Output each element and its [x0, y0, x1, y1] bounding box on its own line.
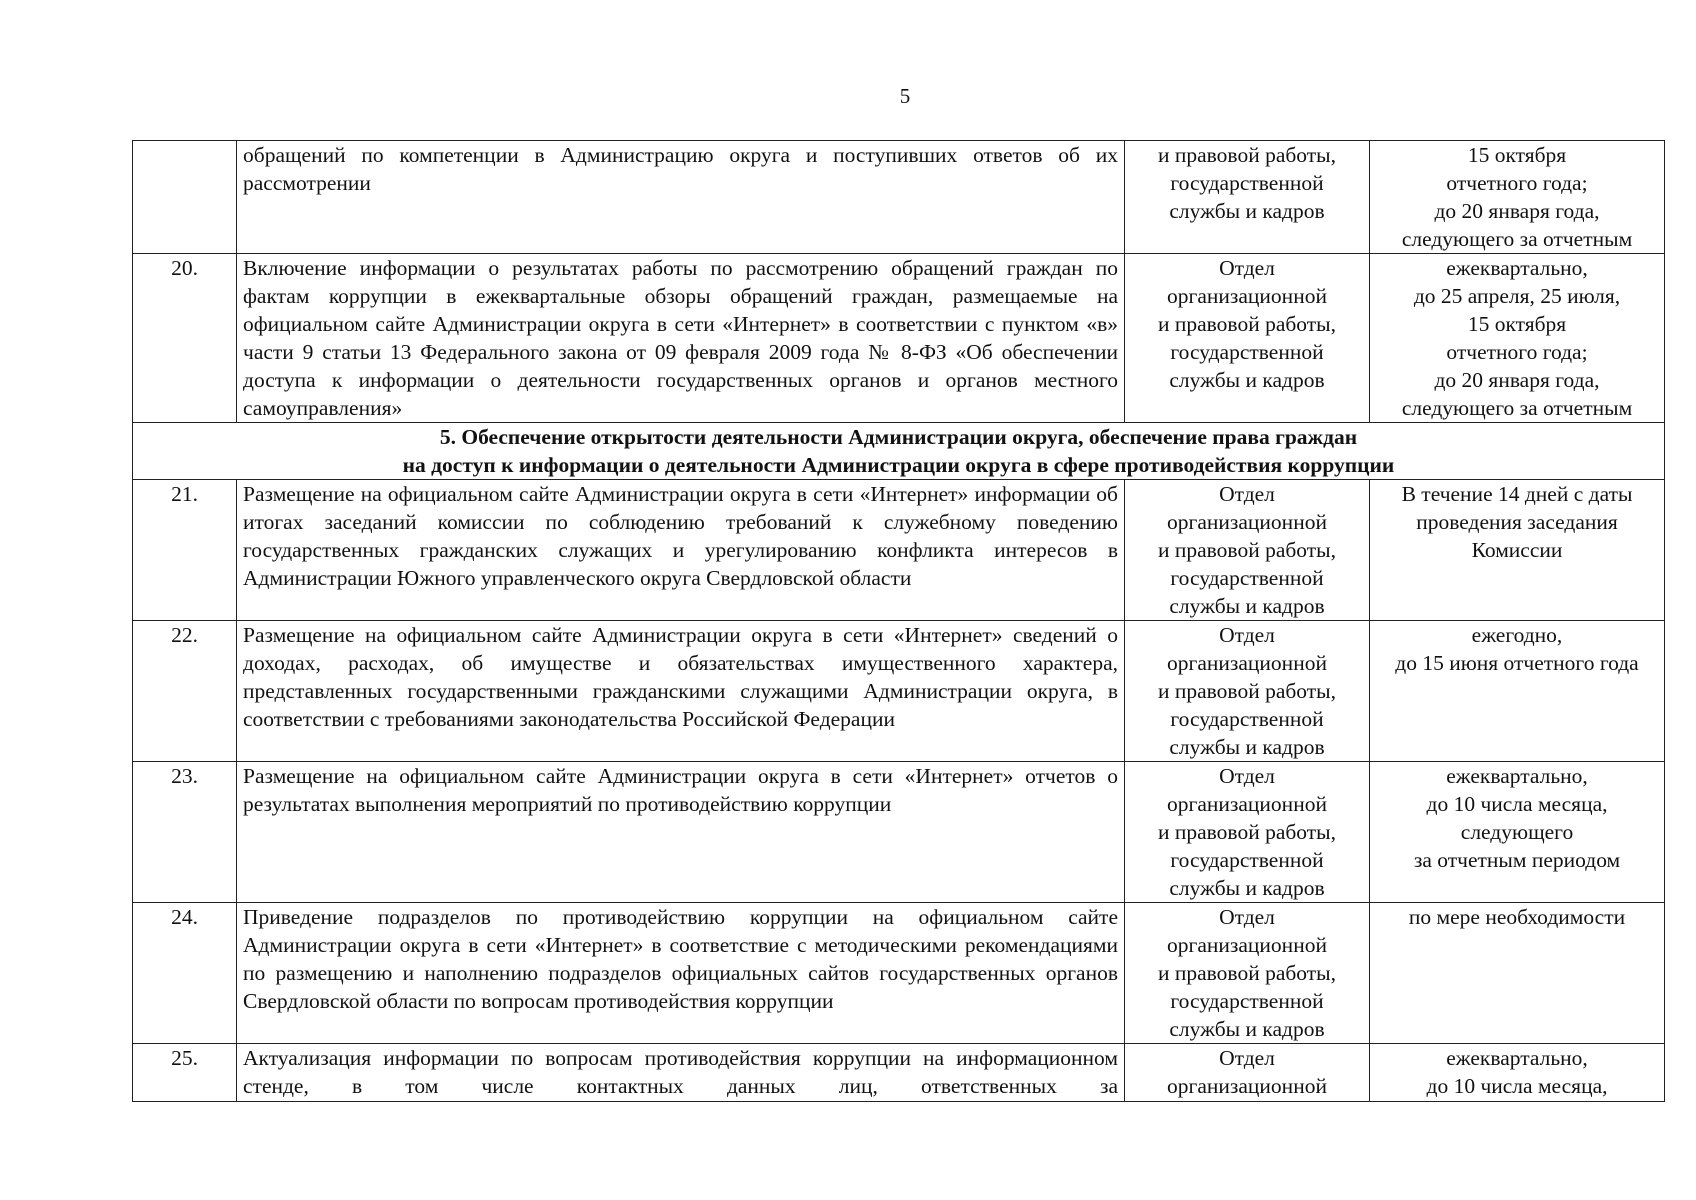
table-row: [133, 254, 1665, 423]
responsible-unit: Отдел организационной и правовой работы, государственной службы и кадров: [1125, 762, 1370, 903]
deadline: ежеквартально, до 10 числа месяца, следующего за отчетным периодом: [1370, 762, 1665, 903]
section-title: 5. Обеспечение открытости деятельности Администрации округа, обеспечение права граждан на доступ к информации о деятельности Администрации округа в сфере противодействия коррупции: [133, 423, 1665, 480]
deadline: ежегодно, до 15 июня отчетного года: [1370, 621, 1665, 762]
measure-description: Актуализация информации по вопросам противодействия коррупции на информационном стенде, в том числе контактных данных лиц, ответственных за: [237, 1044, 1125, 1102]
responsible-unit: Отдел организационной и правовой работы, государственной службы и кадров: [1125, 480, 1370, 621]
row-number: 25.: [133, 1044, 237, 1102]
table-row: [133, 480, 1665, 621]
row-number: 22.: [133, 621, 237, 762]
measure-description: обращений по компетенции в Администрацию округа и поступивших ответов об их рассмотрении: [237, 141, 1125, 254]
section-header-row: [133, 423, 1665, 480]
measure-description: Размещение на официальном сайте Администрации округа в сети «Интернет» информации об итогах заседаний комиссии по соблюдению требований к служебному поведению государственных гражданских служащих и урегулированию конфликта интересов в Администрации Южного управленческого округа Свердловской области: [237, 480, 1125, 621]
row-number: 24.: [133, 903, 237, 1044]
responsible-unit: и правовой работы, государственной службы и кадров: [1125, 141, 1370, 254]
table-row: [133, 762, 1665, 903]
measure-description: Включение информации о результатах работы по рассмотрению обращений граждан по фактам коррупции в ежеквартальные обзоры обращений граждан, размещаемые на официальном сайте Администрации округа в сети «Интернет» в соответствии с пунктом «в» части 9 статьи 13 Федерального закона от 09 февраля 2009 года № 8-ФЗ «Об обеспечении доступа к информации о деятельности государственных органов и органов местного самоуправления»: [237, 254, 1125, 423]
responsible-unit: Отдел организационной и правовой работы, государственной службы и кадров: [1125, 903, 1370, 1044]
page-number: 5: [899, 84, 911, 108]
row-number: 20.: [133, 254, 237, 423]
deadline: В течение 14 дней с даты проведения заседания Комиссии: [1370, 480, 1665, 621]
deadline: ежеквартально, до 10 числа месяца,: [1370, 1044, 1665, 1102]
deadline: 15 октября отчетного года; до 20 января года, следующего за отчетным: [1370, 141, 1665, 254]
table-row: [133, 903, 1665, 1044]
deadline: по мере необходимости: [1370, 903, 1665, 1044]
responsible-unit: Отдел организационной и правовой работы, государственной службы и кадров: [1125, 254, 1370, 423]
table-row: [133, 141, 1665, 254]
deadline: ежеквартально, до 25 апреля, 25 июля, 15 октября отчетного года; до 20 января года, следующего за отчетным: [1370, 254, 1665, 423]
responsible-unit: Отдел организационной и правовой работы, государственной службы и кадров: [1125, 621, 1370, 762]
row-number: [133, 141, 237, 254]
measure-description: Размещение на официальном сайте Администрации округа в сети «Интернет» отчетов о результатах выполнения мероприятий по противодействию коррупции: [237, 762, 1125, 903]
table-row: [133, 1044, 1665, 1102]
row-number: 23.: [133, 762, 237, 903]
measure-description: Размещение на официальном сайте Администрации округа в сети «Интернет» сведений о доходах, расходах, об имуществе и обязательствах имущественного характера, представленных государственными гражданскими служащими Администрации округа, в соответствии с требованиями законодательства Российской Федерации: [237, 621, 1125, 762]
table-row: [133, 621, 1665, 762]
responsible-unit: Отдел организационной: [1125, 1044, 1370, 1102]
row-number: 21.: [133, 480, 237, 621]
measure-description: Приведение подразделов по противодействию коррупции на официальном сайте Администрации округа в сети «Интернет» в соответствие с методическими рекомендациями по размещению и наполнению подразделов официальных сайтов государственных органов Свердловской области по вопросам противодействия коррупции: [237, 903, 1125, 1044]
measures-table: [132, 140, 1665, 1102]
